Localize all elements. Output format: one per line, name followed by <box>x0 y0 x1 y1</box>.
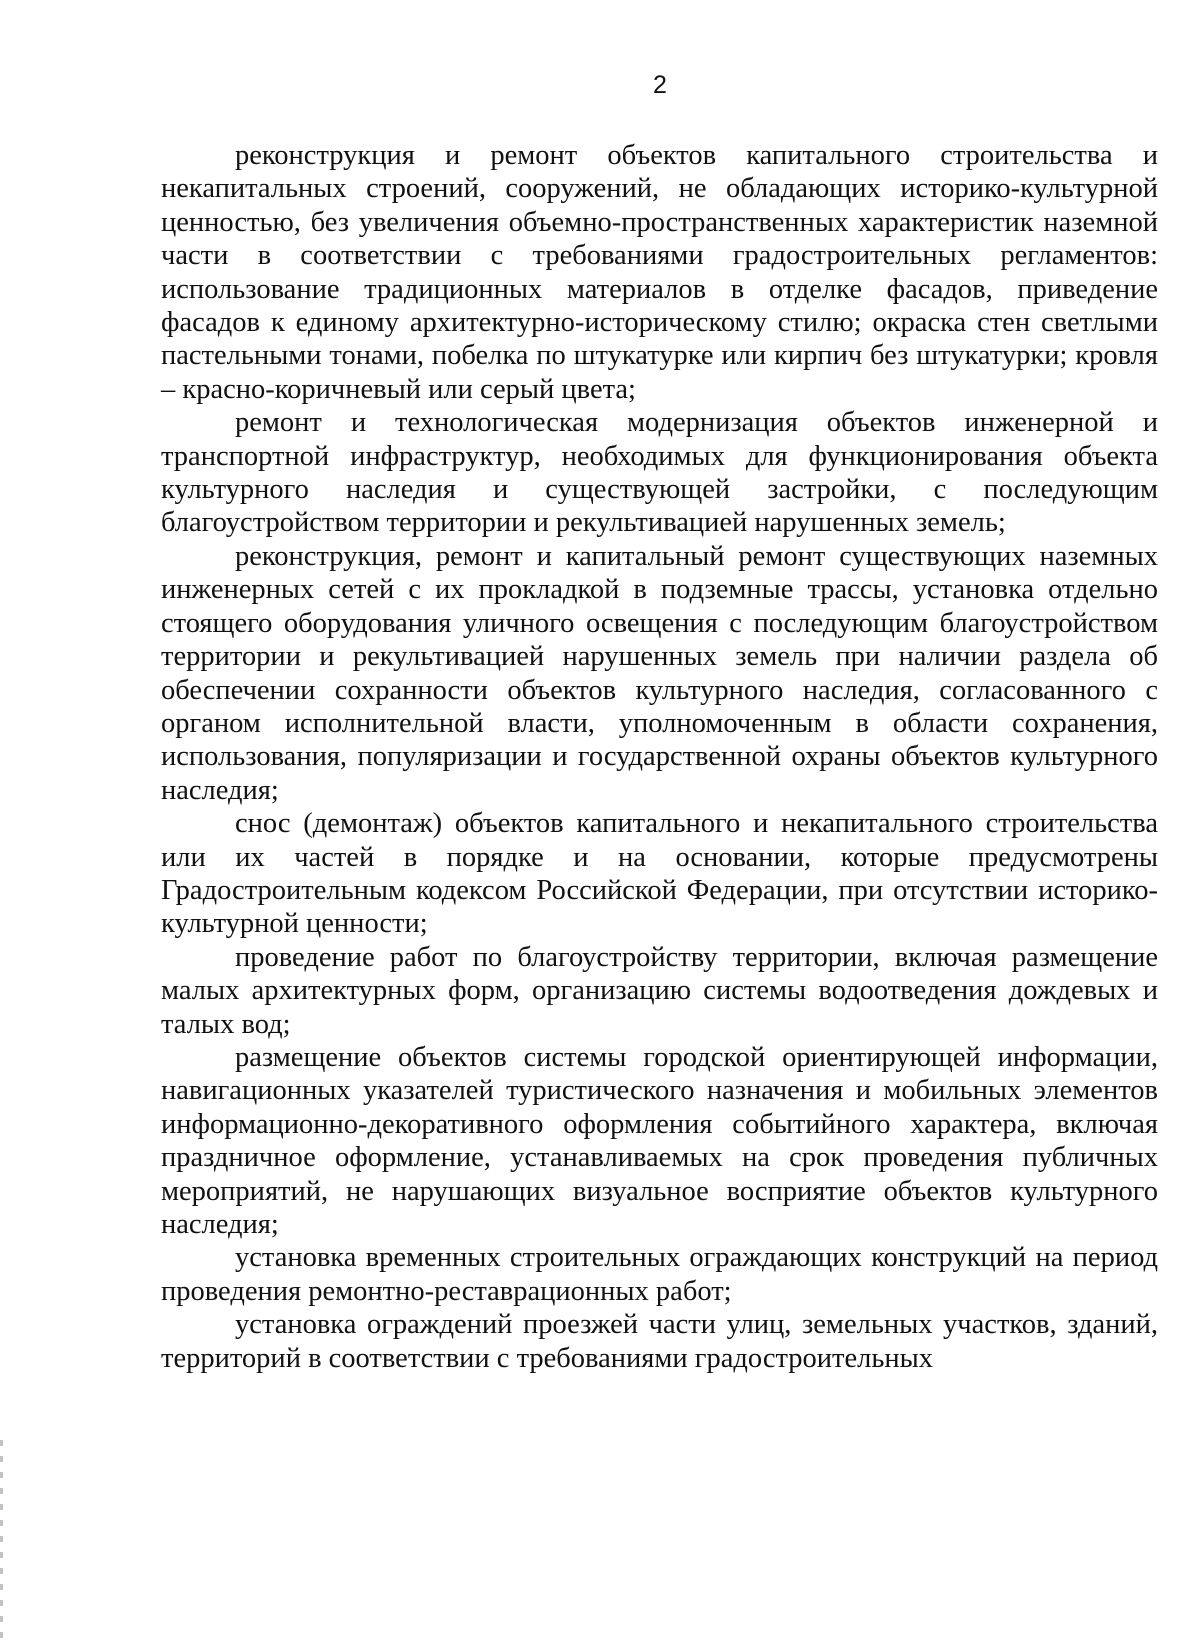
scan-edge-marks <box>0 1440 3 1639</box>
page-number: 2 <box>653 71 667 99</box>
document-body <box>161 139 1158 1375</box>
paragraph-demolition: снос (демонтаж) объектов капитального и некапитального строительства или их частей в порядке и на основании, которые предусмотрены Градостроительным кодексом Российской Федерации, при отсутствии историко-культурной ценности; <box>161 808 1158 940</box>
paragraph-roadway-fencing: установка ограждений проезжей части улиц, земельных участков, зданий, территорий в соответствии с требованиями градостроительных <box>161 1309 1158 1374</box>
paragraph-reconstruction-repair: реконструкция и ремонт объектов капитального строительства и некапитальных строений, сооружений, не обладающих историко-культурной ценностью, без увеличения объемно-пространственных характеристик наземной части в соответствии с требованиями градостроительных регламентов: использование традиционных материалов в отделке фасадов, приведение фасадов к единому архитектурно-историческому стилю; окраска стен светлыми пастельными тонами, побелка по штукатурке или кирпич без штукатурки; кровля – красно-коричневый или серый цвета; <box>161 140 1158 405</box>
paragraph-infrastructure-modernization: ремонт и технологическая модернизация объектов инженерной и транспортной инфраструктур, необходимых для функционирования объекта культурного наследия и существующей застройки, с последующим благоустройством территории и рекультивацией нарушенных земель; <box>161 407 1158 539</box>
paragraph-landscaping: проведение работ по благоустройству территории, включая размещение малых архитектурных форм, организацию системы водоотведения дождевых и талых вод; <box>161 941 1158 1040</box>
paragraph-engineering-networks: реконструкция, ремонт и капитальный ремонт существующих наземных инженерных сетей с их прокладкой в подземные трассы, установка отдельно стоящего оборудования уличного освещения с последующим благоустройством территории и рекультивацией нарушенных земель при наличии раздела об обеспечении сохранности объектов культурного наследия, согласованного с органом исполнительной власти, уполномоченным в области сохранения, использования, популяризации и государственной охраны объектов культурного наследия; <box>161 540 1158 806</box>
paragraph-city-information: размещение объектов системы городской ориентирующей информации, навигационных указателей туристического назначения и мобильных элементов информационно-декоративного оформления событийного характера, включая праздничное оформление, устанавливаемых на срок проведения публичных мероприятий, не нарушающих визуальное восприятие объектов культурного наследия; <box>161 1041 1158 1240</box>
paragraph-temporary-fencing: установка временных строительных ограждающих конструкций на период проведения ремонтно-реставрационных работ; <box>161 1242 1158 1307</box>
